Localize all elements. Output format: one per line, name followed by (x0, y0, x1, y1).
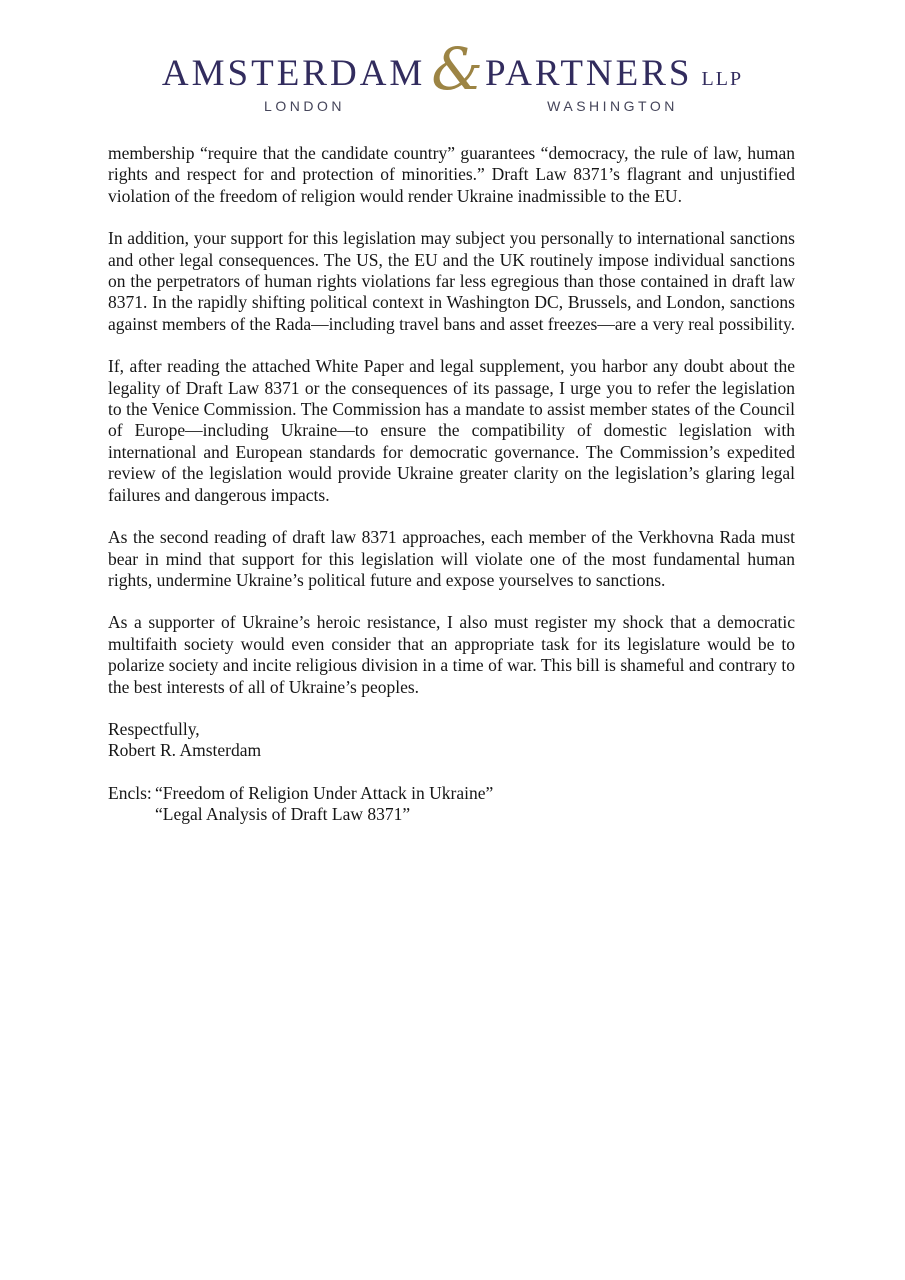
paragraph-sanctions: In addition, your support for this legislation may subject you personally to international sanctions and other legal consequences. The US, the EU and the UK routinely impose individual sanctions on the perpetrators of human rights violations far less egregious than those contained in draft law 8371. In the rapidly shifting political context in Washington DC, Brussels, and London, sanctions against members of the Rada—including travel bans and asset freezes—are a very real possibility. (108, 228, 795, 334)
firm-name-line: AMSTERDAM & PARTNERS LLP (161, 35, 744, 103)
firm-name-left: AMSTERDAM (161, 53, 426, 94)
paragraph-eu-membership: membership “require that the candidate country” guarantees “democracy, the rule of law, human rights and respect for and protection of minorities.” Draft Law 8371’s flagrant and unjustified violation of the freedom of religion would render Ukraine inadmissible to the EU. (108, 143, 795, 206)
paragraph-venice-commission: If, after reading the attached White Paper and legal supplement, you harbor any doubt about the legality of Draft Law 8371 or the consequences of its passage, I urge you to refer the legislation to the Venice Commission. The Commission has a mandate to assist member states of the Council of Europe—including Ukraine—to ensure the compatibility of domestic legislation with international and European standards for democratic governance. The Commission’s expedited review of the legislation would provide Ukraine greater clarity on the legislation’s glaring legal failures and dangerous impacts. (108, 356, 795, 505)
letter-body (108, 143, 795, 826)
offices-row (173, 98, 733, 118)
paragraph-second-reading: As the second reading of draft law 8371 approaches, each member of the Verkhovna Rada must bear in mind that support for this legislation will violate one of the most fundamental human rights, undermine Ukraine’s political future and expose yourselves to sanctions. (108, 527, 795, 590)
firm-name-right: PARTNERS (484, 53, 693, 94)
office-london: LONDON (264, 98, 345, 114)
enclosure-item: “Legal Analysis of Draft Law 8371” (155, 804, 411, 825)
paragraph-shock: As a supporter of Ukraine’s heroic resistance, I also must register my shock that a democratic multifaith society would even consider that an appropriate task for its legislature would be to polarize society and incite religious division in a time of war. This bill is shameful and contrary to the best interests of all of Ukraine’s peoples. (108, 612, 795, 697)
enclosures-label: Encls: (108, 782, 152, 803)
closing-signatory: Robert R. Amsterdam (108, 740, 262, 761)
letterhead (0, 0, 905, 118)
closing-block (108, 719, 795, 762)
enclosures-block (108, 783, 795, 826)
firm-suffix-llp: LLP (701, 68, 744, 90)
enclosure-item: “Freedom of Religion Under Attack in Ukraine” (155, 782, 494, 803)
closing-salutation: Respectfully, (108, 718, 200, 739)
office-washington: WASHINGTON (547, 98, 678, 114)
